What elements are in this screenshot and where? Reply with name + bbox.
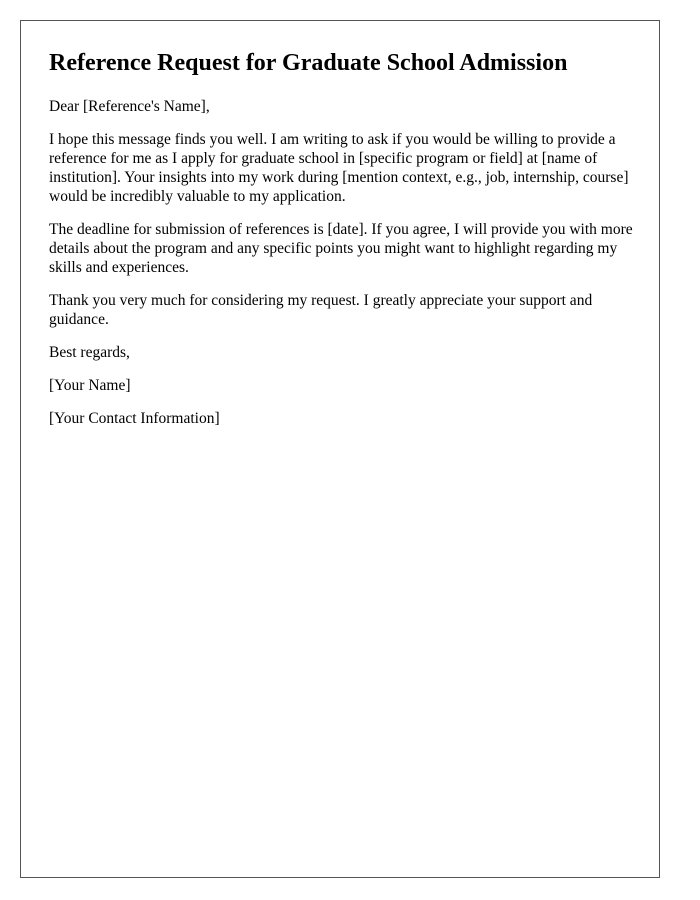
sender-name: [Your Name] bbox=[49, 377, 131, 394]
sender-contact: [Your Contact Information] bbox=[49, 410, 220, 427]
body-paragraph-2: The deadline for submission of references is [date]. If you agree, I will provide you with more details about the program and any specific points you might want to highlight regarding my skills and experiences. bbox=[49, 221, 633, 276]
letter-content bbox=[49, 47, 637, 442]
letter-page bbox=[20, 20, 660, 878]
body-paragraph-3: Thank you very much for considering my request. I greatly appreciate your support and guidance. bbox=[49, 292, 593, 328]
closing: Best regards, bbox=[49, 344, 130, 361]
body-paragraph-1: I hope this message finds you well. I am writing to ask if you would be willing to provide a reference for me as I apply for graduate school in [specific program or field] at [name of institution]. Your insights into my work during [mention context, e.g., job, internship, course] would be incredibly valuable to my application. bbox=[49, 131, 629, 205]
letter-title: Reference Request for Graduate School Admission bbox=[49, 50, 568, 76]
salutation: Dear [Reference's Name], bbox=[49, 98, 210, 115]
